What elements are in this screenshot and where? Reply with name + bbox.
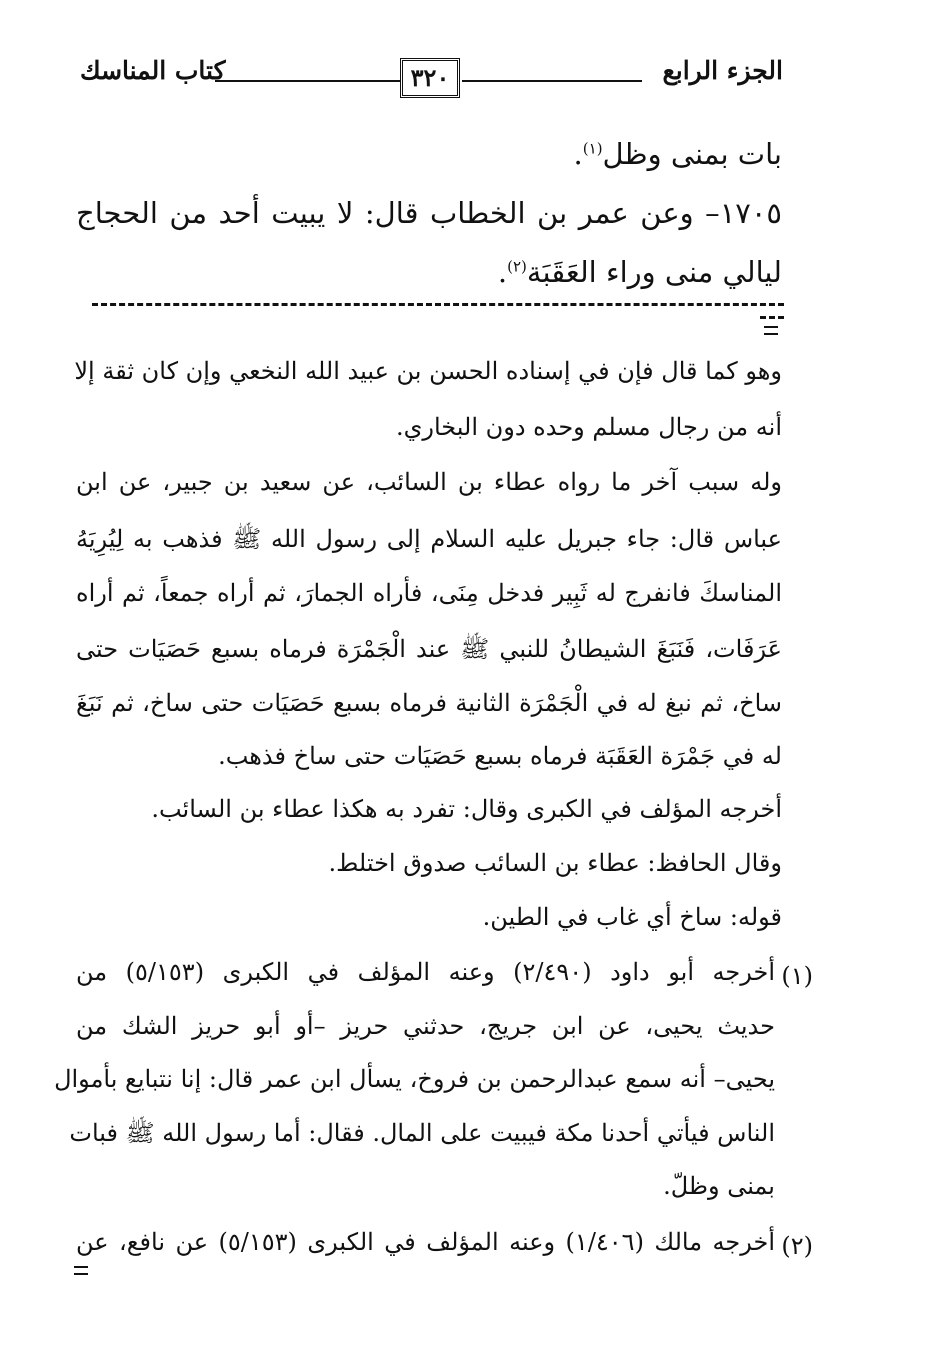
footnote-ref: (١) [582, 139, 603, 158]
commentary-line: وقال الحافظ: عطاء بن السائب صدوق اختلط. [328, 849, 782, 877]
commentary-line: وهو كما قال فإن في إسناده الحسن بن عبيد الله النخعي وإن كان ثقة إلا [74, 357, 782, 385]
footnote-line: الناس فيأتي أحدنا مكة فيبيت على المال. فقال: أما رسول الله ﷺ فبات [69, 1119, 775, 1147]
book-title: كتاب المناسك [80, 56, 226, 85]
commentary-line: عباس قال: جاء جبريل عليه السلام إلى رسول الله ﷺ فذهب به لِيُرِيَهُ [76, 525, 782, 553]
header-rule-right [462, 80, 642, 82]
footnote-marker: (١) [781, 962, 813, 990]
footnote-line: أخرجه مالك (١/٤٠٦) وعنه المؤلف في الكبرى (٥/١٥٣) عن نافع، عن [76, 1228, 775, 1256]
footnote-line: حديث يحيى، عن ابن جريج، حدثني حريز –أو أبو حريز الشك من [76, 1012, 775, 1040]
footnote-marker: (٢) [781, 1232, 813, 1260]
commentary-line: أخرجه المؤلف في الكبرى وقال: تفرد به هكذا عطاء بن السائب. [151, 795, 782, 823]
main-text-line: ليالي منى وراء العَقَبَة$^{(٢)}$. [497, 255, 782, 289]
commentary-line: قوله: ساخ أي غاب في الطين. [482, 903, 782, 931]
commentary-line: ساخ، ثم نبغ له في الْجَمْرَة الثانية فرماه بسبع حَصَيَات حتى ساخ، ثم نَبَغَ [76, 689, 782, 717]
continuation-mark [74, 1266, 88, 1275]
commentary-line: عَرَفَات، فَنَبَغَ الشيطانُ للنبي ﷺ عند الْجَمْرَة فرماه بسبع حَصَيَات حتى [76, 635, 782, 663]
continuation-mark [764, 326, 778, 335]
part-title: الجزء الرابع [662, 56, 783, 85]
separator-line [92, 303, 784, 306]
main-text-line: ١٧٠٥– وعن عمر بن الخطاب قال: لا يبيت أحد من الحجاج [76, 196, 782, 230]
footnote-line: أخرجه أبو داود (٢/٤٩٠) وعنه المؤلف في الكبرى (٥/١٥٣) من [76, 958, 775, 986]
footnote-ref: (٢) [507, 257, 527, 276]
commentary-line: أنه من رجال مسلم وحده دون البخاري. [395, 413, 782, 441]
header-rule-left [215, 80, 400, 82]
commentary-line: وله سبب آخر ما رواه عطاء بن السائب، عن سعيد بن جبير، عن ابن [76, 468, 782, 496]
commentary-line: له في جَمْرَة العَقَبَة فرماه بسبع حَصَيَات حتى ساخ فذهب. [218, 742, 782, 770]
main-text-line: بات بمنى وظل$^{(١)}$. [573, 137, 782, 171]
separator-line [760, 316, 784, 319]
commentary-line: المناسكَ فانفرج له ثَبِير فدخل مِنَى، فأراه الجمارَ، ثم أراه جمعاً، ثم أراه [76, 579, 782, 607]
footnote-line: يحيى– أنه سمع عبدالرحمن بن فروخ، يسأل ابن عمر قال: إنا نتبايع بأموال [54, 1065, 775, 1093]
footnote-line: بمنى وظلّ. [663, 1172, 775, 1200]
page-number: ٣٢٠ [400, 58, 460, 98]
